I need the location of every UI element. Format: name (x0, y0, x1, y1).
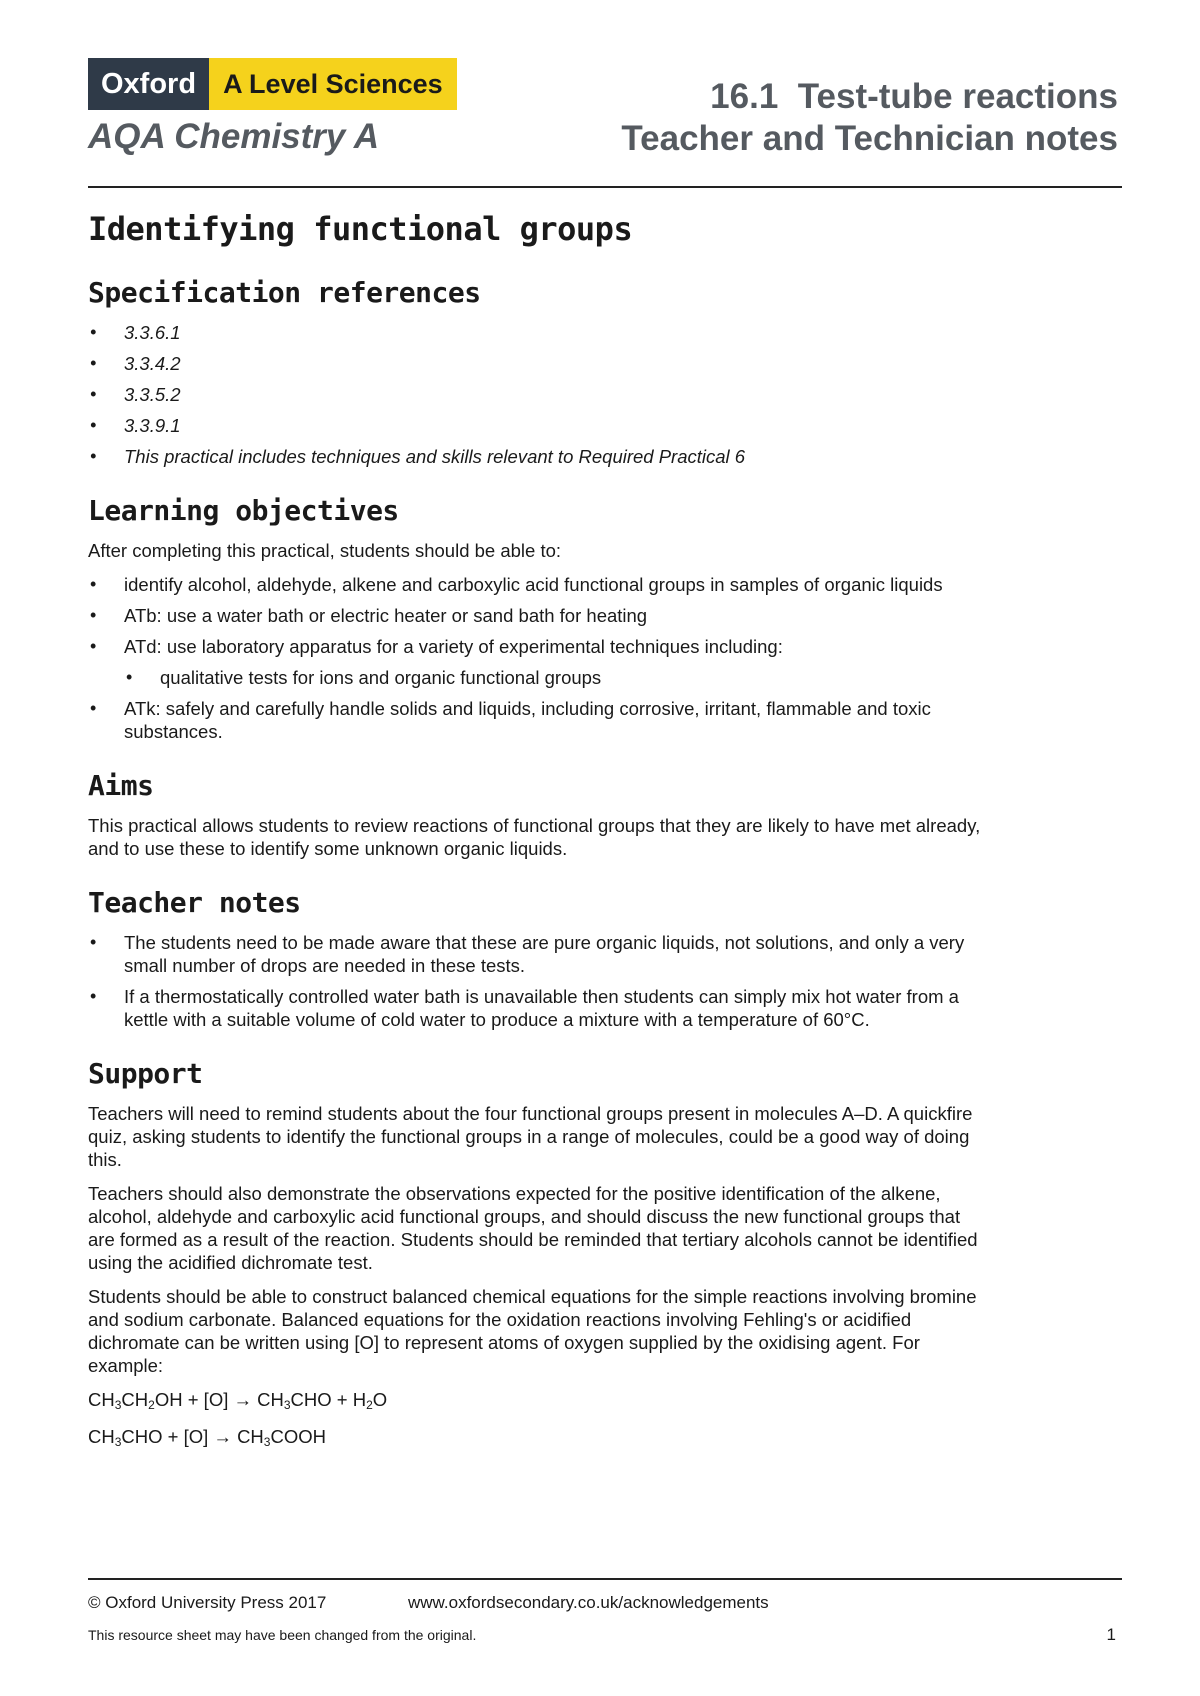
footer-note: This resource sheet may have been changed from the original. (88, 1627, 477, 1643)
footer-url-link[interactable]: www.oxfordsecondary.co.uk/acknowledgements (408, 1593, 769, 1612)
support-paragraph: Teachers should also demonstrate the observations expected for the positive identification of the alkene, alcohol, aldehyde and carboxylic acid functional groups, and should discuss the new functional groups that are formed as a result of the reaction. Students should be reminded that tertiary alcohols cannot be identified using the acidified dichromate test. (88, 1183, 978, 1273)
eq-subscript: 3 (114, 1398, 122, 1412)
list-item: • The students need to be made aware that these are pure organic liquids, not solutions, and only a very small number of drops are needed in these tests. (88, 931, 988, 977)
list-item: • If a thermostatically controlled water bath is unavailable then students can simply mix hot water from a kettle with a suitable volume of cold water to produce a mixture with a temperature of 60°C. (88, 985, 988, 1031)
eq-subscript: 2 (366, 1398, 373, 1412)
list-item: • ATb: use a water bath or electric heater or sand bath for heating (88, 604, 988, 627)
logo-series-text: A Level Sciences (209, 58, 457, 110)
eq-text: CH (88, 1389, 115, 1410)
support-paragraph: Students should be able to construct balanced chemical equations for the simple reactions involving bromine and sodium carbonate. Balanced equations for the oxidation reactions involving Fehling's or acidified dichromate can be written using [O] to represent atoms of oxygen supplied by the oxidising agent. For example: (88, 1286, 977, 1376)
eq-subscript: 3 (263, 1435, 271, 1449)
logo-oxford-text: Oxford (88, 58, 209, 110)
aims-section (88, 769, 988, 860)
aims-text: This practical allows students to review reactions of functional groups that they are likely to have met already, and to use these to identify some unknown organic liquids. (88, 815, 981, 859)
support-heading: Support (88, 1057, 203, 1090)
eq-text: OH + [O] → CH (154, 1389, 284, 1410)
eq-text: COOH (270, 1426, 326, 1447)
eq-text: CH (88, 1426, 115, 1447)
teacher-notes-list (88, 931, 988, 1031)
spec-heading: Specification references (88, 276, 481, 309)
spec-section (88, 276, 988, 468)
eq-text: O (372, 1389, 388, 1410)
objectives-heading: Learning objectives (88, 494, 399, 527)
page-title: Identifying functional groups (88, 210, 633, 248)
eq-text: CHO + H (290, 1389, 367, 1410)
aims-heading: Aims (88, 769, 154, 802)
eq-subscript: 3 (283, 1398, 291, 1412)
section-heading (621, 76, 1118, 118)
list-item: • ATk: safely and carefully handle solids and liquids, including corrosive, irritant, flammable and toxic substances. (88, 697, 988, 743)
objectives-intro: After completing this practical, students should be able to: (88, 540, 562, 561)
footer-copyright: © Oxford University Press 2017 (88, 1593, 327, 1612)
list-item: • 3.3.4.2 (88, 352, 988, 375)
footer-divider (88, 1578, 1122, 1580)
oxford-logo (88, 58, 457, 110)
eq-text: CH (121, 1389, 149, 1410)
spec-list (88, 321, 988, 468)
section-title: Test-tube reactions (797, 77, 1118, 116)
list-item: • 3.3.9.1 (88, 414, 988, 437)
list-item: • This practical includes techniques and skills relevant to Required Practical 6 (88, 445, 988, 468)
teacher-notes-section (88, 886, 988, 1031)
equation-1 (88, 1388, 988, 1411)
eq-subscript: 2 (148, 1398, 155, 1412)
support-paragraph: Teachers will need to remind students about the four functional groups present in molecules A–D. A quickfire quiz, asking students to identify the functional groups in a range of molecules, could be a good way of doing this. (88, 1103, 973, 1170)
page-number: 1 (1106, 1625, 1116, 1644)
doc-type: Teacher and Technician notes (621, 119, 1118, 158)
subject-title: AQA Chemistry A (88, 117, 380, 156)
list-item: • 3.3.6.1 (88, 321, 988, 344)
list-item: • ATd: use laboratory apparatus for a variety of experimental techniques including: (88, 635, 988, 658)
equation-2 (88, 1425, 988, 1448)
eq-subscript: 3 (114, 1435, 122, 1449)
list-item: • identify alcohol, aldehyde, alkene and carboxylic acid functional groups in samples of organic liquids (88, 573, 988, 596)
header-divider (88, 186, 1122, 188)
objectives-list (88, 573, 988, 743)
list-subitem: • qualitative tests for ions and organic functional groups (88, 666, 988, 689)
teacher-notes-heading: Teacher notes (88, 886, 301, 919)
document-heading (621, 76, 1118, 160)
list-item: • 3.3.5.2 (88, 383, 988, 406)
support-section (88, 1057, 988, 1448)
eq-text: CHO + [O] → CH (121, 1426, 264, 1447)
objectives-section (88, 494, 988, 743)
section-number: 16.1 (710, 77, 779, 116)
main-content (88, 210, 988, 1474)
